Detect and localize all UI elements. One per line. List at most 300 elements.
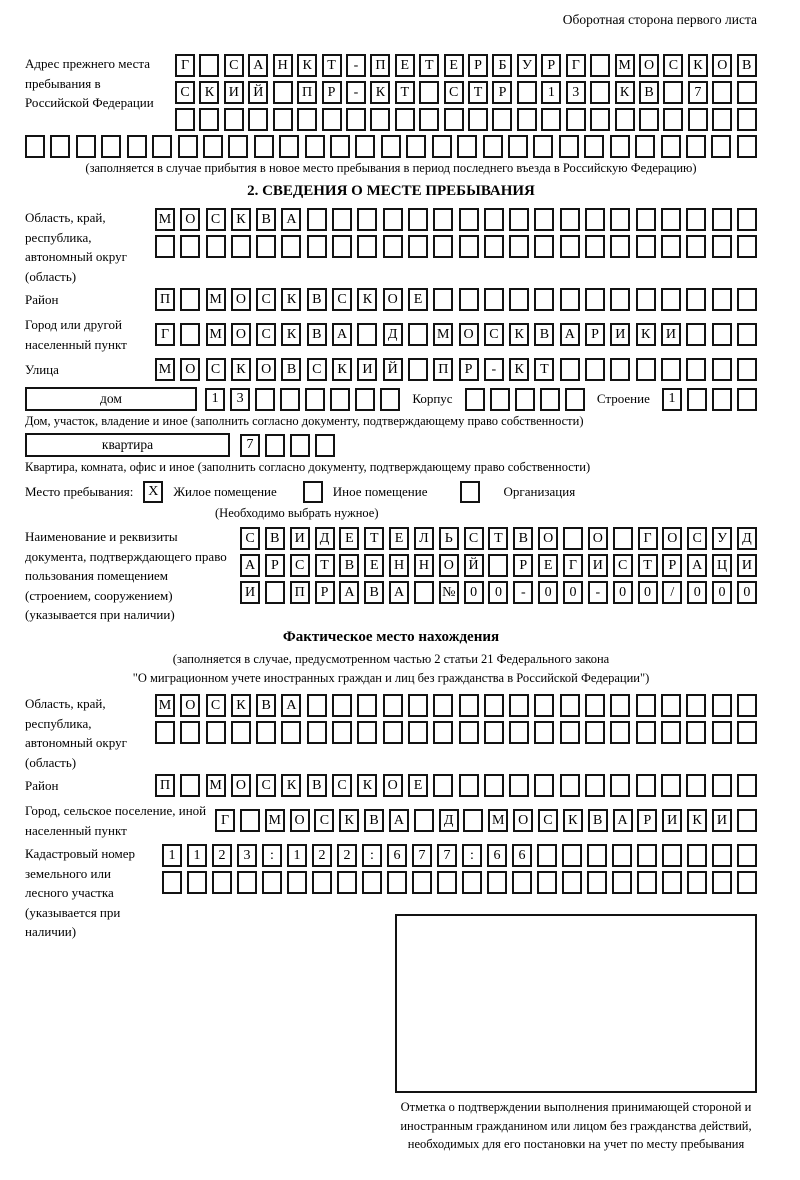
char-cell[interactable]: [287, 871, 307, 894]
char-cell[interactable]: -: [346, 54, 366, 77]
char-cell[interactable]: [307, 694, 327, 717]
char-cell[interactable]: [459, 774, 479, 797]
char-cell[interactable]: [712, 323, 732, 346]
char-cell[interactable]: -: [588, 581, 608, 604]
char-cell[interactable]: [408, 208, 428, 231]
char-cell[interactable]: О: [459, 323, 479, 346]
char-cell[interactable]: С: [444, 81, 464, 104]
char-cell[interactable]: Й: [464, 554, 484, 577]
char-cell[interactable]: Е: [364, 554, 384, 577]
char-cell[interactable]: [381, 135, 401, 158]
char-cell[interactable]: [661, 358, 681, 381]
char-cell[interactable]: А: [613, 809, 633, 832]
char-cell[interactable]: [560, 288, 580, 311]
char-cell[interactable]: [540, 388, 560, 411]
char-cell[interactable]: [484, 694, 504, 717]
char-cell[interactable]: [357, 208, 377, 231]
char-cell[interactable]: [248, 108, 268, 131]
char-cell[interactable]: К: [231, 694, 251, 717]
char-cell[interactable]: [265, 434, 285, 457]
char-cell[interactable]: Т: [315, 554, 335, 577]
char-cell[interactable]: [508, 135, 528, 158]
char-cell[interactable]: 0: [638, 581, 658, 604]
char-cell[interactable]: И: [661, 323, 681, 346]
char-cell[interactable]: Р: [637, 809, 657, 832]
char-cell[interactable]: Е: [408, 288, 428, 311]
char-cell[interactable]: [737, 288, 757, 311]
char-cell[interactable]: [585, 694, 605, 717]
char-cell[interactable]: [312, 871, 332, 894]
char-cell[interactable]: В: [265, 527, 285, 550]
char-cell[interactable]: [355, 135, 375, 158]
char-cell[interactable]: Е: [395, 54, 415, 77]
char-cell[interactable]: [517, 108, 537, 131]
char-cell[interactable]: [712, 774, 732, 797]
char-cell[interactable]: Р: [492, 81, 512, 104]
char-cell[interactable]: [686, 774, 706, 797]
char-cell[interactable]: В: [639, 81, 659, 104]
char-cell[interactable]: [737, 135, 757, 158]
char-cell[interactable]: [661, 135, 681, 158]
char-cell[interactable]: В: [256, 694, 276, 717]
char-cell[interactable]: А: [339, 581, 359, 604]
char-cell[interactable]: О: [538, 527, 558, 550]
char-cell[interactable]: [357, 323, 377, 346]
char-cell[interactable]: М: [265, 809, 285, 832]
char-cell[interactable]: [101, 135, 121, 158]
char-cell[interactable]: К: [615, 81, 635, 104]
char-cell[interactable]: 7: [688, 81, 708, 104]
char-cell[interactable]: [487, 871, 507, 894]
char-cell[interactable]: [509, 288, 529, 311]
char-cell[interactable]: Й: [383, 358, 403, 381]
char-cell[interactable]: Н: [389, 554, 409, 577]
char-cell[interactable]: П: [290, 581, 310, 604]
char-cell[interactable]: [737, 774, 757, 797]
char-cell[interactable]: [560, 358, 580, 381]
char-cell[interactable]: Р: [322, 81, 342, 104]
char-cell[interactable]: [559, 135, 579, 158]
char-cell[interactable]: О: [256, 358, 276, 381]
char-cell[interactable]: М: [206, 774, 226, 797]
char-cell[interactable]: [565, 388, 585, 411]
char-cell[interactable]: В: [307, 774, 327, 797]
char-cell[interactable]: Т: [322, 54, 342, 77]
char-cell[interactable]: [537, 844, 557, 867]
char-cell[interactable]: Р: [459, 358, 479, 381]
char-cell[interactable]: Е: [339, 527, 359, 550]
char-cell[interactable]: №: [439, 581, 459, 604]
char-cell[interactable]: И: [357, 358, 377, 381]
char-cell[interactable]: П: [155, 774, 175, 797]
char-cell[interactable]: 6: [487, 844, 507, 867]
char-cell[interactable]: [180, 323, 200, 346]
char-cell[interactable]: :: [462, 844, 482, 867]
char-cell[interactable]: О: [290, 809, 310, 832]
char-cell[interactable]: [383, 721, 403, 744]
char-cell[interactable]: [560, 235, 580, 258]
char-cell[interactable]: К: [339, 809, 359, 832]
char-cell[interactable]: Р: [315, 581, 335, 604]
char-cell[interactable]: [419, 81, 439, 104]
char-cell[interactable]: [346, 108, 366, 131]
char-cell[interactable]: К: [357, 774, 377, 797]
char-cell[interactable]: Т: [534, 358, 554, 381]
char-cell[interactable]: [412, 871, 432, 894]
char-cell[interactable]: О: [383, 774, 403, 797]
char-cell[interactable]: [256, 235, 276, 258]
char-cell[interactable]: К: [563, 809, 583, 832]
char-cell[interactable]: [462, 871, 482, 894]
char-cell[interactable]: [206, 235, 226, 258]
char-cell[interactable]: -: [513, 581, 533, 604]
char-cell[interactable]: В: [737, 54, 757, 77]
char-cell[interactable]: [686, 135, 706, 158]
char-cell[interactable]: 0: [464, 581, 484, 604]
checkbox-organization[interactable]: [460, 481, 480, 503]
char-cell[interactable]: [330, 388, 350, 411]
char-cell[interactable]: [610, 694, 630, 717]
char-cell[interactable]: Г: [215, 809, 235, 832]
char-cell[interactable]: [383, 235, 403, 258]
char-cell[interactable]: С: [307, 358, 327, 381]
char-cell[interactable]: [737, 694, 757, 717]
char-cell[interactable]: Й: [248, 81, 268, 104]
char-cell[interactable]: И: [737, 554, 757, 577]
char-cell[interactable]: А: [687, 554, 707, 577]
char-cell[interactable]: [273, 81, 293, 104]
char-cell[interactable]: [273, 108, 293, 131]
char-cell[interactable]: О: [383, 288, 403, 311]
char-cell[interactable]: С: [538, 809, 558, 832]
char-cell[interactable]: И: [588, 554, 608, 577]
char-cell[interactable]: С: [484, 323, 504, 346]
char-cell[interactable]: А: [240, 554, 260, 577]
char-cell[interactable]: К: [509, 323, 529, 346]
char-cell[interactable]: [509, 694, 529, 717]
char-cell[interactable]: К: [332, 358, 352, 381]
char-cell[interactable]: 3: [237, 844, 257, 867]
char-cell[interactable]: Е: [444, 54, 464, 77]
char-cell[interactable]: 7: [240, 434, 260, 457]
char-cell[interactable]: 2: [337, 844, 357, 867]
char-cell[interactable]: Р: [662, 554, 682, 577]
char-cell[interactable]: К: [687, 809, 707, 832]
char-cell[interactable]: Р: [541, 54, 561, 77]
char-cell[interactable]: [636, 208, 656, 231]
char-cell[interactable]: [484, 235, 504, 258]
char-cell[interactable]: [433, 288, 453, 311]
char-cell[interactable]: [307, 208, 327, 231]
char-cell[interactable]: [562, 871, 582, 894]
char-cell[interactable]: [534, 208, 554, 231]
char-cell[interactable]: [509, 774, 529, 797]
char-cell[interactable]: М: [155, 358, 175, 381]
char-cell[interactable]: 1: [205, 388, 225, 411]
char-cell[interactable]: [280, 388, 300, 411]
char-cell[interactable]: М: [433, 323, 453, 346]
char-cell[interactable]: К: [688, 54, 708, 77]
char-cell[interactable]: [408, 358, 428, 381]
char-cell[interactable]: [419, 108, 439, 131]
char-cell[interactable]: [534, 694, 554, 717]
char-cell[interactable]: [663, 108, 683, 131]
char-cell[interactable]: Т: [488, 527, 508, 550]
char-cell[interactable]: [712, 844, 732, 867]
char-cell[interactable]: [488, 554, 508, 577]
char-cell[interactable]: С: [206, 694, 226, 717]
char-cell[interactable]: [686, 358, 706, 381]
char-cell[interactable]: [534, 288, 554, 311]
char-cell[interactable]: [663, 81, 683, 104]
char-cell[interactable]: Д: [315, 527, 335, 550]
char-cell[interactable]: [305, 135, 325, 158]
char-cell[interactable]: [433, 721, 453, 744]
char-cell[interactable]: [661, 208, 681, 231]
char-cell[interactable]: 1: [187, 844, 207, 867]
char-cell[interactable]: [437, 871, 457, 894]
char-cell[interactable]: В: [364, 809, 384, 832]
char-cell[interactable]: [281, 721, 301, 744]
char-cell[interactable]: [444, 108, 464, 131]
char-cell[interactable]: 7: [412, 844, 432, 867]
char-cell[interactable]: [180, 288, 200, 311]
char-cell[interactable]: [408, 235, 428, 258]
char-cell[interactable]: И: [240, 581, 260, 604]
char-cell[interactable]: Б: [492, 54, 512, 77]
char-cell[interactable]: 1: [162, 844, 182, 867]
char-cell[interactable]: [307, 235, 327, 258]
char-cell[interactable]: [639, 108, 659, 131]
char-cell[interactable]: [408, 694, 428, 717]
char-cell[interactable]: [492, 108, 512, 131]
char-cell[interactable]: [178, 135, 198, 158]
char-cell[interactable]: [637, 844, 657, 867]
char-cell[interactable]: [483, 135, 503, 158]
char-cell[interactable]: [661, 721, 681, 744]
char-cell[interactable]: В: [256, 208, 276, 231]
char-cell[interactable]: [686, 694, 706, 717]
char-cell[interactable]: 0: [687, 581, 707, 604]
char-cell[interactable]: О: [639, 54, 659, 77]
char-cell[interactable]: [636, 235, 656, 258]
char-cell[interactable]: В: [307, 323, 327, 346]
char-cell[interactable]: С: [256, 323, 276, 346]
char-cell[interactable]: [610, 721, 630, 744]
char-cell[interactable]: [636, 288, 656, 311]
char-cell[interactable]: С: [314, 809, 334, 832]
char-cell[interactable]: О: [231, 288, 251, 311]
char-cell[interactable]: С: [256, 774, 276, 797]
char-cell[interactable]: [187, 871, 207, 894]
char-cell[interactable]: [332, 235, 352, 258]
char-cell[interactable]: Г: [638, 527, 658, 550]
char-cell[interactable]: П: [433, 358, 453, 381]
char-cell[interactable]: С: [663, 54, 683, 77]
char-cell[interactable]: [155, 721, 175, 744]
char-cell[interactable]: [180, 721, 200, 744]
char-cell[interactable]: К: [281, 774, 301, 797]
char-cell[interactable]: [315, 434, 335, 457]
char-cell[interactable]: И: [662, 809, 682, 832]
char-cell[interactable]: [712, 235, 732, 258]
char-cell[interactable]: [562, 844, 582, 867]
char-cell[interactable]: [414, 581, 434, 604]
char-cell[interactable]: [590, 54, 610, 77]
char-cell[interactable]: С: [224, 54, 244, 77]
char-cell[interactable]: О: [231, 323, 251, 346]
char-cell[interactable]: [687, 388, 707, 411]
char-cell[interactable]: [231, 721, 251, 744]
char-cell[interactable]: [517, 81, 537, 104]
char-cell[interactable]: 1: [662, 388, 682, 411]
char-cell[interactable]: [332, 694, 352, 717]
char-cell[interactable]: С: [332, 774, 352, 797]
char-cell[interactable]: 6: [387, 844, 407, 867]
char-cell[interactable]: [566, 108, 586, 131]
char-cell[interactable]: Г: [175, 54, 195, 77]
char-cell[interactable]: [240, 809, 260, 832]
char-cell[interactable]: [534, 774, 554, 797]
char-cell[interactable]: [370, 108, 390, 131]
char-cell[interactable]: [206, 721, 226, 744]
char-cell[interactable]: [515, 388, 535, 411]
char-cell[interactable]: [337, 871, 357, 894]
char-cell[interactable]: И: [712, 809, 732, 832]
char-cell[interactable]: [587, 844, 607, 867]
char-cell[interactable]: [585, 721, 605, 744]
char-cell[interactable]: [414, 809, 434, 832]
char-cell[interactable]: В: [281, 358, 301, 381]
char-cell[interactable]: О: [712, 54, 732, 77]
apartment-box[interactable]: квартира: [25, 433, 230, 457]
char-cell[interactable]: [612, 844, 632, 867]
char-cell[interactable]: С: [464, 527, 484, 550]
char-cell[interactable]: К: [281, 323, 301, 346]
char-cell[interactable]: [686, 288, 706, 311]
char-cell[interactable]: К: [281, 288, 301, 311]
char-cell[interactable]: 0: [712, 581, 732, 604]
char-cell[interactable]: [212, 871, 232, 894]
char-cell[interactable]: Н: [273, 54, 293, 77]
char-cell[interactable]: О: [180, 208, 200, 231]
char-cell[interactable]: 0: [737, 581, 757, 604]
char-cell[interactable]: С: [256, 288, 276, 311]
checkbox-residential[interactable]: X: [143, 481, 163, 503]
char-cell[interactable]: М: [615, 54, 635, 77]
char-cell[interactable]: 3: [566, 81, 586, 104]
char-cell[interactable]: [662, 871, 682, 894]
char-cell[interactable]: [534, 235, 554, 258]
char-cell[interactable]: [560, 208, 580, 231]
char-cell[interactable]: [380, 388, 400, 411]
char-cell[interactable]: [432, 135, 452, 158]
char-cell[interactable]: [297, 108, 317, 131]
char-cell[interactable]: М: [155, 208, 175, 231]
char-cell[interactable]: Р: [265, 554, 285, 577]
char-cell[interactable]: [737, 208, 757, 231]
char-cell[interactable]: [465, 388, 485, 411]
char-cell[interactable]: [330, 135, 350, 158]
char-cell[interactable]: О: [588, 527, 608, 550]
char-cell[interactable]: Т: [395, 81, 415, 104]
confirmation-stamp-box[interactable]: [395, 914, 757, 1093]
char-cell[interactable]: [265, 581, 285, 604]
char-cell[interactable]: [199, 108, 219, 131]
char-cell[interactable]: /: [662, 581, 682, 604]
char-cell[interactable]: [484, 721, 504, 744]
char-cell[interactable]: К: [199, 81, 219, 104]
char-cell[interactable]: [615, 108, 635, 131]
char-cell[interactable]: [127, 135, 147, 158]
char-cell[interactable]: [711, 135, 731, 158]
char-cell[interactable]: Д: [383, 323, 403, 346]
char-cell[interactable]: М: [206, 288, 226, 311]
char-cell[interactable]: [541, 108, 561, 131]
char-cell[interactable]: О: [662, 527, 682, 550]
char-cell[interactable]: В: [364, 581, 384, 604]
char-cell[interactable]: В: [339, 554, 359, 577]
char-cell[interactable]: [433, 208, 453, 231]
char-cell[interactable]: 0: [538, 581, 558, 604]
char-cell[interactable]: О: [439, 554, 459, 577]
char-cell[interactable]: [459, 235, 479, 258]
char-cell[interactable]: К: [370, 81, 390, 104]
char-cell[interactable]: [387, 871, 407, 894]
char-cell[interactable]: Р: [513, 554, 533, 577]
char-cell[interactable]: [636, 358, 656, 381]
char-cell[interactable]: [563, 527, 583, 550]
char-cell[interactable]: Г: [155, 323, 175, 346]
char-cell[interactable]: К: [357, 288, 377, 311]
char-cell[interactable]: 2: [312, 844, 332, 867]
char-cell[interactable]: [262, 871, 282, 894]
char-cell[interactable]: [433, 694, 453, 717]
char-cell[interactable]: [463, 809, 483, 832]
char-cell[interactable]: [281, 235, 301, 258]
char-cell[interactable]: [687, 871, 707, 894]
char-cell[interactable]: И: [610, 323, 630, 346]
house-box[interactable]: дом: [25, 387, 197, 411]
char-cell[interactable]: [610, 135, 630, 158]
char-cell[interactable]: [459, 288, 479, 311]
char-cell[interactable]: [199, 54, 219, 77]
char-cell[interactable]: [509, 721, 529, 744]
char-cell[interactable]: [686, 721, 706, 744]
char-cell[interactable]: [560, 774, 580, 797]
char-cell[interactable]: [712, 388, 732, 411]
char-cell[interactable]: Р: [585, 323, 605, 346]
char-cell[interactable]: [585, 235, 605, 258]
char-cell[interactable]: М: [155, 694, 175, 717]
char-cell[interactable]: [305, 388, 325, 411]
char-cell[interactable]: А: [281, 694, 301, 717]
char-cell[interactable]: [590, 108, 610, 131]
char-cell[interactable]: [590, 81, 610, 104]
char-cell[interactable]: [180, 235, 200, 258]
char-cell[interactable]: [357, 235, 377, 258]
char-cell[interactable]: [383, 208, 403, 231]
char-cell[interactable]: [162, 871, 182, 894]
char-cell[interactable]: [737, 235, 757, 258]
char-cell[interactable]: [610, 288, 630, 311]
char-cell[interactable]: Т: [638, 554, 658, 577]
char-cell[interactable]: [737, 81, 757, 104]
char-cell[interactable]: 1: [541, 81, 561, 104]
char-cell[interactable]: 2: [212, 844, 232, 867]
char-cell[interactable]: 7: [437, 844, 457, 867]
char-cell[interactable]: [490, 388, 510, 411]
